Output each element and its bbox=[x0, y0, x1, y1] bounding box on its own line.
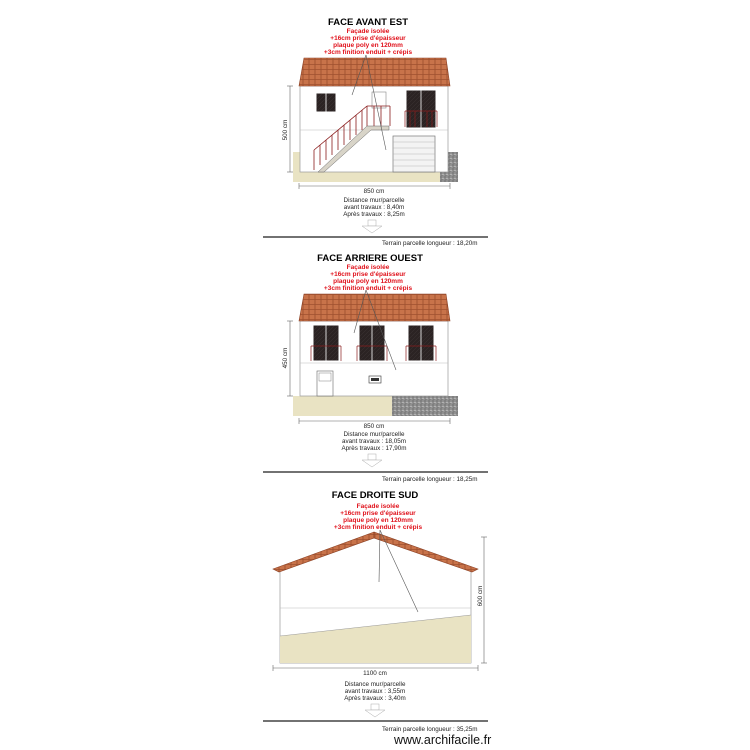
front-note-2: +16cm prise d'épaisseur bbox=[330, 35, 406, 42]
back-distance-title: Distance mur/parcelle bbox=[343, 431, 405, 438]
front-note-3: plaque poly en 120mm bbox=[333, 42, 403, 49]
back-note-3: plaque poly en 120mm bbox=[333, 278, 403, 285]
back-note-4: +3cm finition enduit + crépis bbox=[323, 285, 413, 292]
back-height-label: 450 cm bbox=[282, 347, 289, 369]
back-title: FACE ARRIERE OUEST bbox=[317, 253, 423, 264]
back-gravel bbox=[392, 396, 458, 416]
front-height-label: 500 cm bbox=[282, 119, 289, 141]
back-distance-after: Après travaux : 17,90m bbox=[341, 445, 407, 452]
back-door bbox=[317, 371, 333, 396]
back-terrain-label: Terrain parcelle longueur : 18,25m bbox=[382, 476, 478, 483]
back-note-2: +16cm prise d'épaisseur bbox=[330, 271, 406, 278]
back-width-label: 850 cm bbox=[363, 423, 385, 430]
side-arrow-icon bbox=[365, 704, 385, 717]
front-note-4: +3cm finition enduit + crépis bbox=[323, 49, 413, 56]
front-arrow-icon bbox=[362, 220, 382, 233]
front-title: FACE AVANT EST bbox=[327, 17, 409, 28]
front-distance-after: Après travaux : 8,25m bbox=[343, 211, 405, 218]
front-distance-title: Distance mur/parcelle bbox=[343, 197, 405, 204]
front-note-1: Façade isolée bbox=[346, 28, 390, 35]
front-distance-before: avant travaux : 8,40m bbox=[343, 204, 405, 211]
front-width-label: 850 cm bbox=[363, 188, 385, 195]
back-note-1: Façade isolée bbox=[346, 264, 390, 271]
front-elevation bbox=[263, 17, 488, 247]
front-terrain-label: Terrain parcelle longueur : 18,20m bbox=[382, 240, 478, 247]
side-distance-title: Distance mur/parcelle bbox=[344, 681, 406, 688]
side-distance-after: Après travaux : 3,40m bbox=[344, 695, 406, 702]
back-arrow-icon bbox=[362, 454, 382, 467]
side-height-label: 600 cm bbox=[477, 585, 484, 607]
side-width-label: 1100 cm bbox=[363, 670, 387, 677]
side-note-4: +3cm finition enduit + crépis bbox=[333, 524, 423, 531]
side-distance-before: avant travaux : 3,55m bbox=[344, 688, 406, 695]
back-roof bbox=[299, 294, 450, 321]
back-elevation bbox=[263, 253, 488, 483]
back-distance-before: avant travaux : 18,05m bbox=[341, 438, 407, 445]
side-note-3: plaque poly en 120mm bbox=[343, 517, 413, 524]
side-note-1: Façade isolée bbox=[356, 503, 400, 510]
side-note-2: +16cm prise d'épaisseur bbox=[340, 510, 416, 517]
side-title: FACE DROITE SUD bbox=[331, 490, 419, 501]
front-roof bbox=[299, 58, 450, 86]
watermark: www.archifacile.fr bbox=[394, 733, 492, 747]
side-terrain-label: Terrain parcelle longueur : 35,25m bbox=[382, 726, 478, 733]
side-elevation bbox=[263, 490, 488, 733]
